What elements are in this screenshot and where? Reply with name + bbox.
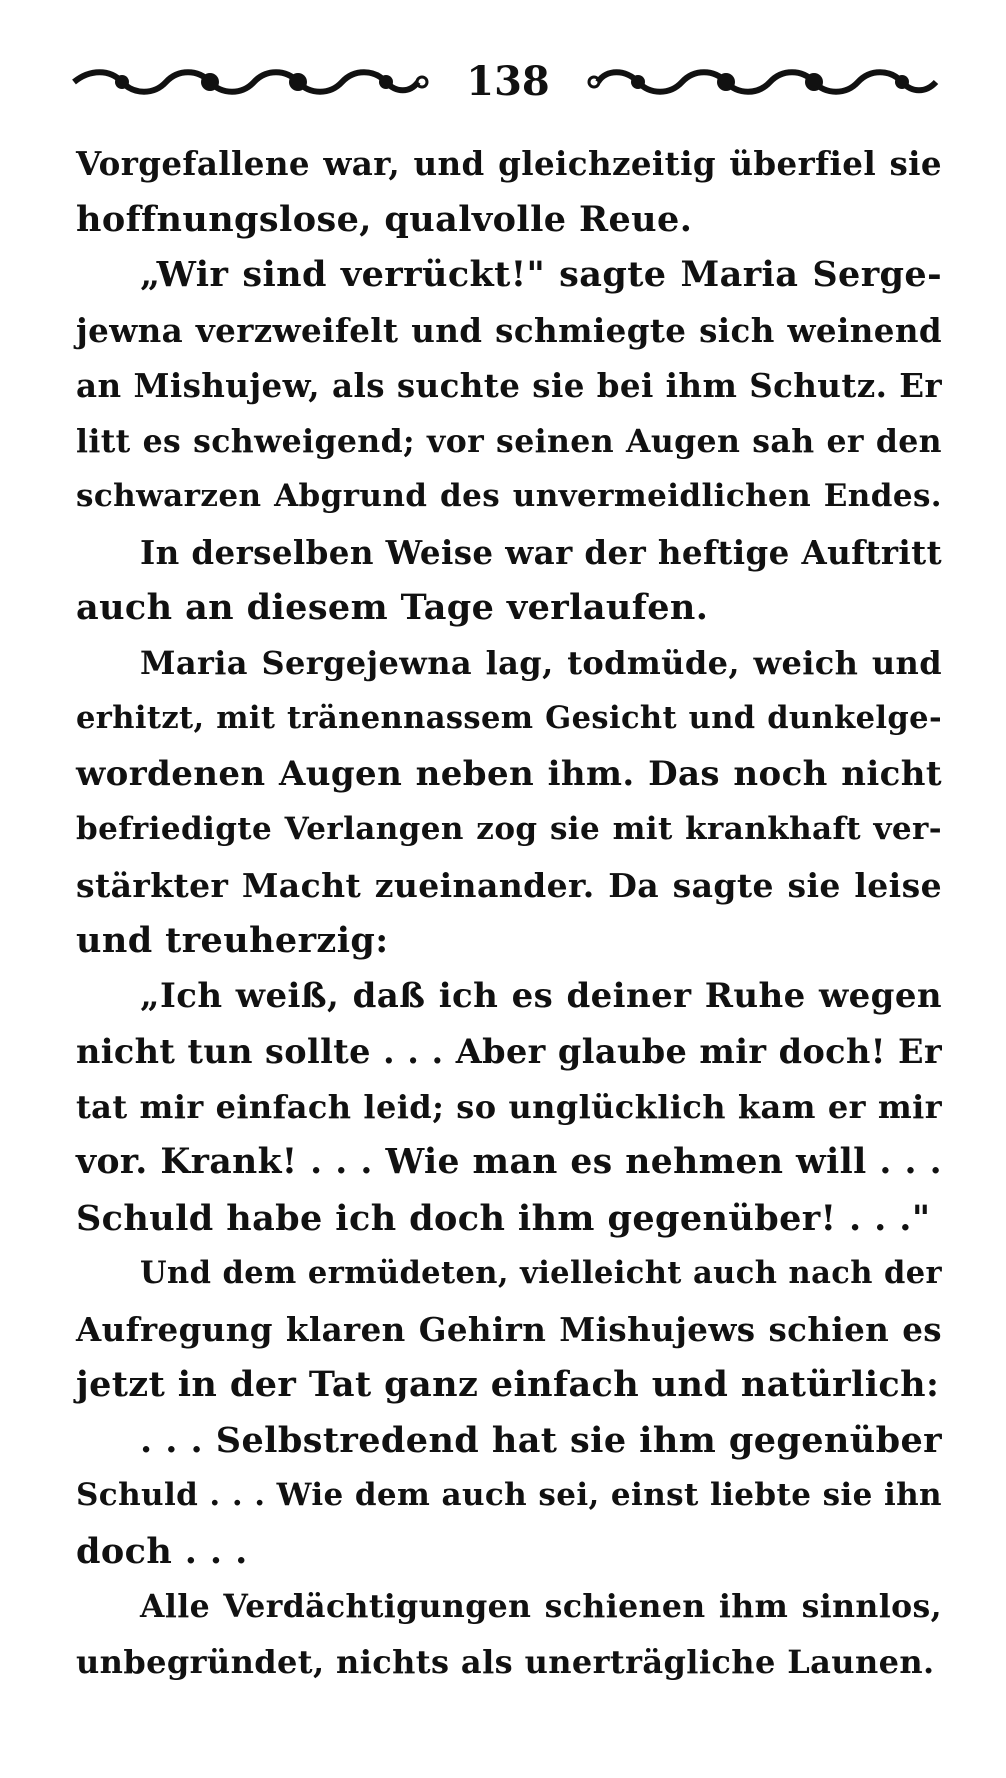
text-line: . . . Selbstredend hat sie ihm gegenüber [140,1419,942,1461]
text-line: Schuld habe ich doch ihm gegenüber! . . ." [76,1197,931,1239]
text-line: In derselben Weise war der heftige Auftritt [140,532,942,572]
text-line: stärkter Macht zueinander. Da sagte sie leise [76,865,942,905]
text-line: und treuherzig: [76,920,389,961]
text-line: „Ich weiß, daß ich es deiner Ruhe wegen [140,975,942,1016]
text-line: tat mir einfach leid; so unglücklich kam er mir [76,1087,942,1126]
text-line: Vorgefallene war, und gleichzeitig überfiel sie [76,144,942,183]
text-line: unbegründet, nichts als unerträgliche Launen. [76,1642,935,1681]
text-line: erhitzt, mit tränennassem Gesicht und dunkelge- [76,700,942,736]
text-line: nicht tun sollte . . . Aber glaube mir doch! Er [76,1032,942,1071]
text-line: schwarzen Abgrund des unvermeidlichen Endes. [76,478,942,514]
text-line: litt es schweigend; vor seinen Augen sah er den [76,422,942,460]
text-line: wordenen Augen neben ihm. Das noch nicht [76,753,942,794]
text-line: „Wir sind verrückt!" sagte Maria Serge- [140,254,942,295]
floral-vine-ornament-left [70,65,430,99]
text-line: doch . . . [76,1530,248,1572]
text-line: an Mishujew, als suchte sie bei ihm Schutz. Er [76,366,942,405]
text-line: Aufregung klaren Gehirn Mishujews schien es [76,1309,942,1349]
body-text [76,136,942,1690]
floral-vine-ornament-right [586,65,946,99]
page-header [70,52,946,112]
text-line: Maria Sergejewna lag, todmüde, weich und [140,643,942,682]
text-line: Und dem ermüdeten, vielleicht auch nach der [140,1255,942,1291]
text-line: jewna verzweifelt und schmiegte sich weinend [76,310,942,350]
text-line: Schuld . . . Wie dem auch sei, einst liebte sie ihn [76,1477,942,1513]
text-line: auch an diesem Tage verlaufen. [76,587,709,628]
text-line: hoffnungslose, qualvolle Reue. [76,198,693,240]
text-line: befriedigte Verlangen zog sie mit krankhaft ver- [76,811,942,847]
text-line: jetzt in der Tat ganz einfach und natürlich: [76,1364,940,1405]
page-number: 138 [466,58,550,105]
text-line: Alle Verdächtigungen schienen ihm sinnlos, [140,1588,942,1625]
text-line: vor. Krank! . . . Wie man es nehmen will . . . [76,1142,942,1182]
